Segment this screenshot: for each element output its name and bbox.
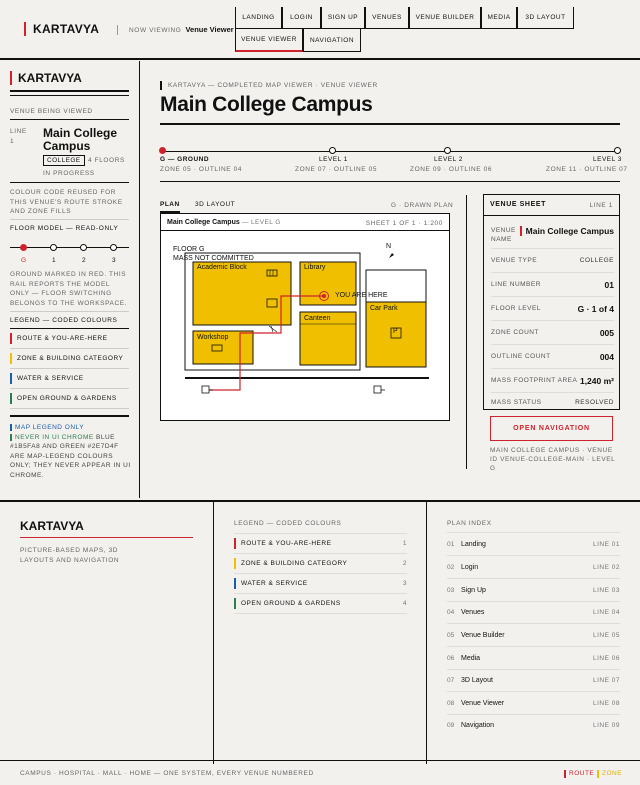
- index-landing[interactable]: 01 Landing LINE 01: [447, 533, 620, 556]
- plan-sheet[interactable]: [160, 213, 450, 421]
- level-dot-g[interactable]: [159, 147, 166, 154]
- sidebar-legend: [10, 329, 129, 409]
- footer-bottom-line: CAMPUS · HOSPITAL · MALL · HOME — ONE SYSTEM, EVERY VENUE NUMBERED: [20, 770, 314, 777]
- nav-3d-layout[interactable]: 3D LAYOUT: [517, 7, 574, 29]
- top-bar: [0, 0, 640, 60]
- floor-dot-3: [110, 244, 117, 251]
- sheet-row-mass-area: MASS FOOTPRINT AREA 1,240 m²: [491, 369, 614, 393]
- line-label: LINE 1: [10, 128, 27, 145]
- now-viewing: [117, 25, 234, 35]
- page-title: Main College Campus: [160, 93, 373, 116]
- plan-floor-labels: FLOOR G MASS NOT COMMITTED: [173, 246, 254, 262]
- drawn-plan-label: G · DRAWN PLAN: [391, 202, 454, 209]
- label-workshop: Workshop: [197, 334, 229, 341]
- floor-label-g: G: [21, 257, 27, 264]
- tab-plan[interactable]: PLAN: [160, 201, 180, 213]
- venue-sheet-title: VENUE SHEET: [490, 201, 546, 208]
- north-label: N: [386, 243, 392, 250]
- nav-venue-builder[interactable]: VENUE BUILDER: [409, 7, 481, 29]
- level-g-name: G — GROUND: [160, 156, 210, 163]
- floor-dot-2: [80, 244, 87, 251]
- now-viewing-value: Venue Viewer: [185, 25, 234, 34]
- index-login[interactable]: 02 Login LINE 02: [447, 556, 620, 579]
- sheet-row-line-number: LINE NUMBER 01: [491, 273, 614, 297]
- level-dot-1[interactable]: [329, 147, 336, 154]
- sheet-row-outline-count: OUTLINE COUNT 004: [491, 345, 614, 369]
- nav-venues[interactable]: VENUES: [365, 7, 409, 29]
- footer-legend-title: LEGEND — CODED COLOURS: [234, 520, 342, 527]
- footer-brand: KARTAVYA: [20, 519, 84, 533]
- index-sign-up[interactable]: 03 Sign Up LINE 03: [447, 579, 620, 602]
- index-venue-builder[interactable]: 05 Venue Builder LINE 05: [447, 624, 620, 647]
- label-academic-block: Academic Block: [197, 264, 247, 271]
- legend-route: ROUTE & YOU-ARE-HERE: [10, 329, 129, 349]
- plan-header: Main College Campus — LEVEL G: [167, 219, 281, 226]
- nav-navigation[interactable]: NAVIGATION: [303, 29, 361, 52]
- main-workspace: [140, 61, 640, 498]
- venue-sheet: [483, 194, 620, 410]
- breadcrumb: KARTAVYA — COMPLETED MAP VIEWER · VENUE VIEWER: [160, 81, 620, 90]
- level-1-name: LEVEL 1: [319, 156, 348, 163]
- level-3-name: LEVEL 3: [593, 156, 622, 163]
- floor-count: 4 FLOORS: [88, 157, 125, 164]
- sidebar: [0, 61, 140, 498]
- nav-media[interactable]: MEDIA: [481, 7, 517, 29]
- now-viewing-label: NOW VIEWING: [129, 27, 182, 34]
- route-tag: ROUTE: [564, 770, 594, 778]
- sheet-row-floor-level: FLOOR LEVEL G · 1 of 4: [491, 297, 614, 321]
- label-canteen: Canteen: [304, 315, 331, 322]
- sidebar-venue-name: Main College Campus: [43, 126, 118, 153]
- legend-zone: ZONE & BUILDING CATEGORY: [10, 349, 129, 369]
- floor-label-2: 2: [82, 257, 86, 264]
- brand-logo[interactable]: KARTAVYA: [24, 22, 99, 36]
- floor-label-1: 1: [52, 257, 56, 264]
- plan-sheet-scale: SHEET 1 OF 1 · 1:200: [365, 220, 443, 227]
- label-library: Library: [304, 264, 326, 271]
- footer-legend-open-ground: OPEN GROUND & GARDENS 4: [234, 594, 407, 614]
- open-navigation-button[interactable]: OPEN NAVIGATION: [490, 416, 613, 441]
- index-3d-layout[interactable]: 07 3D Layout LINE 07: [447, 669, 620, 692]
- footer-legend-zone: ZONE & BUILDING CATEGORY 2: [234, 554, 407, 574]
- parking-symbol: P: [393, 328, 398, 335]
- colour-note: COLOUR CODE REUSED FOR THIS VENUE'S ROUTE STROKE AND ZONE FILLS: [10, 189, 123, 215]
- legend-open-ground: OPEN GROUND & GARDENS: [10, 389, 129, 409]
- level-g-zones: ZONE 05 · OUTLINE 04: [160, 166, 243, 173]
- floor-dot-1: [50, 244, 57, 251]
- gate-icon: [202, 386, 209, 393]
- index-navigation[interactable]: 09 Navigation LINE 09: [447, 722, 620, 729]
- level-2-zones: ZONE 09 · OUTLINE 06: [410, 166, 493, 173]
- sheet-row-zone-count: ZONE COUNT 005: [491, 321, 614, 345]
- nav-landing[interactable]: LANDING: [235, 7, 282, 29]
- nav-venue-viewer[interactable]: VENUE VIEWER: [235, 29, 303, 52]
- index-venues[interactable]: 04 Venues LINE 04: [447, 601, 620, 624]
- level-dot-3[interactable]: [614, 147, 621, 154]
- sheet-row-venue-name: VENUE NAME Main College Campus: [491, 219, 614, 249]
- floor-label-3: 3: [112, 257, 116, 264]
- level-dot-2[interactable]: [444, 147, 451, 154]
- index-media[interactable]: 06 Media LINE 06: [447, 647, 620, 670]
- venue-heading: VENUE BEING VIEWED: [10, 108, 93, 115]
- floor-dot-g: [20, 244, 27, 251]
- level-1-zones: ZONE 07 · OUTLINE 05: [295, 166, 378, 173]
- venue-type-tag: COLLEGE: [43, 155, 85, 166]
- venue-footnote: MAIN COLLEGE CAMPUS · VENUE ID VENUE-COLLEGE-MAIN · LEVEL G: [490, 447, 616, 472]
- level-3-zones: ZONE 11 · OUTLINE 07: [546, 166, 628, 173]
- nav-sign-up[interactable]: SIGN UP: [321, 7, 365, 29]
- footer-tagline: PICTURE-BASED MAPS, 3D LAYOUTS AND NAVIGATION: [20, 547, 120, 564]
- footer-legend-route: ROUTE & YOU-ARE-HERE 1: [234, 534, 407, 554]
- index-venue-viewer[interactable]: 08 Venue Viewer LINE 08: [447, 692, 620, 715]
- footer: [0, 500, 640, 785]
- footer-legend-water: WATER & SERVICE 3: [234, 574, 407, 594]
- gate-icon: [374, 386, 381, 393]
- plan-index-title: PLAN INDEX: [447, 520, 492, 527]
- sheet-row-mass-status: MASS STATUS RESOLVED: [491, 398, 614, 406]
- north-arrow-icon: [389, 253, 394, 258]
- floor-model-title: FLOOR MODEL — READ-ONLY: [10, 225, 119, 232]
- legend-title: LEGEND — CODED COLOURS: [10, 317, 118, 324]
- tab-3d-layout[interactable]: 3D LAYOUT: [195, 201, 236, 208]
- zone-tag: ZONE: [597, 770, 622, 778]
- sheet-row-venue-type: VENUE TYPE COLLEGE: [491, 249, 614, 273]
- venue-sheet-line: LINE 1: [589, 202, 613, 209]
- floor-note: GROUND MARKED IN RED. THIS RAIL REPORTS THE MODEL ONLY — FLOOR SWITCHING BELONGS TO THE WORKSPACE.: [10, 271, 128, 307]
- you-are-here-label: YOU ARE HERE: [335, 292, 388, 299]
- legend-water: WATER & SERVICE: [10, 369, 129, 389]
- sidebar-brand: KARTAVYA: [10, 71, 82, 85]
- label-car-park: Car Park: [370, 305, 398, 312]
- building-academic-block: [193, 262, 291, 325]
- map-legend-note: MAP LEGEND ONLY NEVER IN UI CHROME BLUE #1B5FA8 AND GREEN #2E7D4F ARE MAP-LEGEND COLOURS ONLY; THEY NEVER APPEAR IN UI CHROME.: [10, 424, 131, 479]
- nav-login[interactable]: LOGIN: [282, 7, 321, 29]
- venue-status: IN PROGRESS: [43, 170, 95, 177]
- level-2-name: LEVEL 2: [434, 156, 463, 163]
